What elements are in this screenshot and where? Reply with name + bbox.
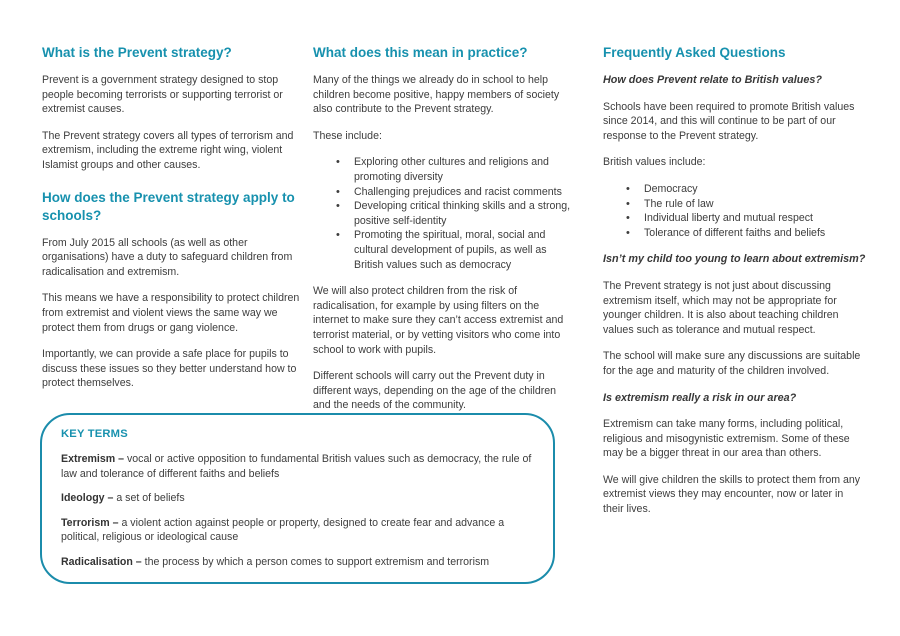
bullet-item: • Democracy (603, 182, 866, 197)
key-term-definition: a violent action against people or property, designed to create fear and advance a political, religious or ideological cause (61, 516, 505, 544)
key-term-name: Radicalisation – (61, 555, 142, 568)
paragraph: The Prevent strategy covers all types of terrorism and extremism, including the extreme right wing, violent Islamist groups and other causes. (42, 129, 294, 171)
bullet-item: • Challenging prejudices and racist comments (313, 185, 576, 200)
paragraph: Extremism can take many forms, including political, religious and misogynistic extremism. Some of these may be a bigger threat in our area than others. (603, 418, 850, 460)
faq-question: Is extremism really a risk in our area? (603, 391, 797, 404)
paragraph: Schools have been required to promote British values since 2014, and this will continue to be part of our response to the Prevent strategy. (603, 100, 855, 142)
paragraph: From July 2015 all schools (as well as other organisations) have a duty to safeguard children from radicalisation and extremism. (42, 236, 293, 278)
bullet-item: • Promoting the spiritual, moral, social and cultural development of pupils, as well as British values such as democracy (313, 228, 576, 272)
paragraph: This means we have a responsibility to protect children from extremist and violent views the same way we protect them from drugs or gang violence. (42, 292, 300, 334)
faq-question: Isn’t my child too young to learn about extremism? (603, 253, 866, 266)
column-left (42, 44, 305, 403)
section-heading-faq: Frequently Asked Questions (603, 45, 786, 60)
paragraph: Importantly, we can provide a safe place for pupils to discuss these issues so they better understand how to protect themselves. (42, 348, 297, 390)
bullet-item: • Tolerance of different faiths and beliefs (603, 226, 866, 241)
column-middle (313, 44, 576, 425)
key-term-name: Terrorism – (61, 516, 119, 529)
faq-question: How does Prevent relate to British values? (603, 74, 823, 86)
column-right (603, 44, 866, 529)
key-term-name: Extremism – (61, 453, 125, 465)
key-term-extremism (61, 452, 534, 481)
key-term-ideology (61, 491, 534, 506)
key-term-definition: vocal or active opposition to fundamental British values such as democracy, the rule of law and tolerance of different faiths and beliefs (61, 453, 532, 480)
bullet-item: • Exploring other cultures and religions and promoting diversity (313, 155, 576, 184)
section-heading-what-is-prevent: What is the Prevent strategy? (42, 45, 232, 60)
key-term-terrorism (61, 516, 534, 545)
section-heading-apply-to-schools: How does the Prevent strategy apply to schools? (42, 189, 295, 223)
paragraph: The Prevent strategy is not just about discussing extremism itself, which may not be appropriate for younger children. It is also about teaching children values such as tolerance and mutual respect. (603, 279, 839, 336)
key-term-definition: the process by which a person comes to support extremism and terrorism (144, 555, 490, 568)
paragraph: Many of the things we already do in school to help children become positive, happy members of society also contribute to the Prevent strategy. (313, 74, 560, 116)
paragraph: We will give children the skills to protect them from any extremist views they may encounter, now or later in their lives. (603, 473, 861, 516)
bullet-list-british-values (603, 182, 866, 240)
section-heading-in-practice: What does this mean in practice? (313, 45, 528, 60)
paragraph: We will also protect children from the risk of radicalisation, for example by using filters on the internet to make sure they can’t access extremist and terrorist material, or by vetting visitors who come into school to work with pupils. (313, 285, 564, 356)
paragraph: British values include: (603, 156, 706, 169)
key-term-radicalisation (61, 555, 534, 570)
bullet-item: • Developing critical thinking skills and a strong, positive self-identity (313, 199, 576, 228)
bullet-item: • The rule of law (603, 197, 866, 212)
bullet-list-practice (313, 155, 576, 272)
key-term-definition: a set of beliefs (116, 492, 185, 505)
key-terms-heading: KEY TERMS (61, 428, 128, 440)
paragraph: Different schools will carry out the Prevent duty in different ways, depending on the age of the children and the needs of the community. (313, 370, 557, 412)
paragraph: Prevent is a government strategy designed to stop people becoming terrorists or supporting terrorist or extremist causes. (42, 74, 283, 116)
bullet-item: • Individual liberty and mutual respect (603, 211, 866, 226)
key-terms-box (40, 413, 555, 584)
paragraph: The school will make sure any discussions are suitable for the age and maturity of the children involved. (603, 350, 861, 377)
key-term-name: Ideology – (61, 492, 114, 505)
paragraph: These include: (313, 129, 382, 142)
